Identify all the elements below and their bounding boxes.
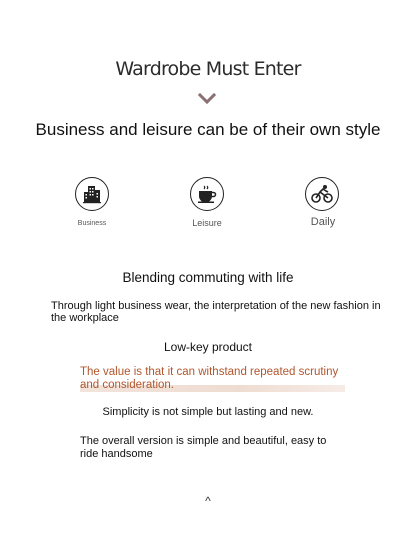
chevron-down-icon: [196, 92, 218, 106]
lowkey-heading: Low-key product: [163, 340, 253, 354]
building-icon: [75, 177, 109, 211]
simplicity-statement: Simplicity is not simple but lasting and new.: [102, 406, 314, 418]
overall-statement: The overall version is simple and beautiful, easy to ride handsome: [80, 435, 327, 460]
coffee-cup-icon: [190, 177, 224, 211]
page-title: Wardrobe Must Enter: [115, 58, 301, 80]
feature-label-daily: Daily: [310, 216, 336, 228]
value-statement: The value is that it can withstand repeated scrutiny and consideration.: [80, 366, 339, 391]
value-statement-block: [80, 366, 345, 392]
headline: Business and leisure can be of their own style: [35, 120, 381, 139]
feature-label-leisure: Leisure: [192, 218, 222, 228]
paragraph-workplace: Through light business wear, the interpretation of the new fashion in the workplace: [51, 300, 381, 324]
bicycle-icon: [305, 177, 339, 211]
feature-label-business: Business: [77, 220, 107, 227]
section-subtitle: Blending commuting with life: [122, 270, 294, 285]
scroll-up-caret[interactable]: ^: [205, 494, 211, 508]
